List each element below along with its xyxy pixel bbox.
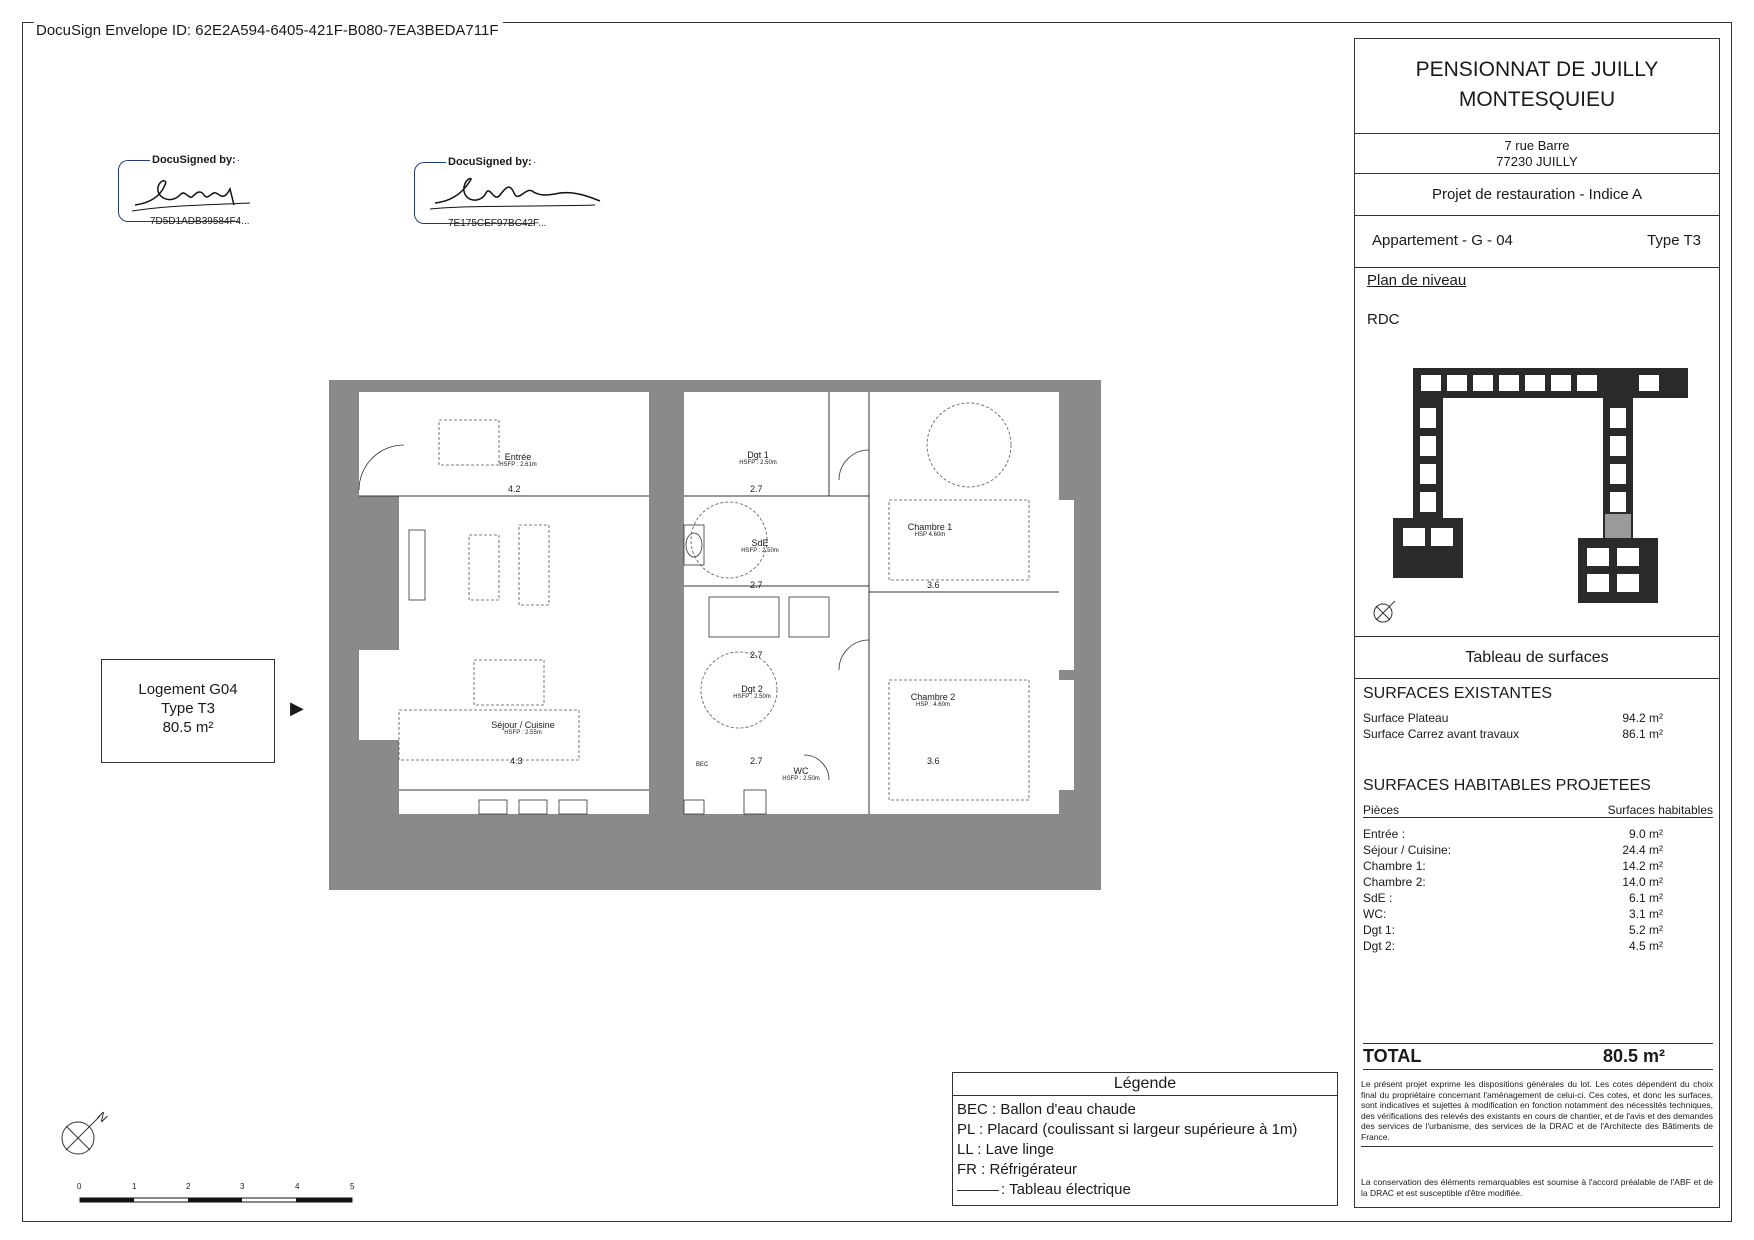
scale-tick-3: 3: [240, 1182, 245, 1191]
projected-col-surfaces: Surfaces habitables: [1607, 803, 1713, 817]
signature-label-1: DocuSigned by:: [152, 154, 236, 166]
legend-item-fr: FR : Réfrigérateur: [957, 1161, 1078, 1178]
dim-label: 2.7: [750, 580, 763, 590]
apartment-type: Type T3: [1647, 232, 1701, 249]
dim-label: 3.6: [927, 756, 940, 766]
dim-label: 3.6: [927, 580, 940, 590]
address-street: 7 rue Barre: [1504, 138, 1570, 153]
projected-row: [1363, 923, 1713, 937]
dim-label: 2.7: [750, 650, 763, 660]
projected-row-label: Dgt 2:: [1363, 939, 1396, 953]
room-name: Chambre 1: [907, 522, 953, 532]
level-name: RDC: [1367, 311, 1400, 328]
highlighted-apartment: [1605, 514, 1631, 538]
room-window-strip-right2: [1034, 680, 1074, 790]
room-height: HSFP : 2.61m: [499, 462, 537, 468]
dim-label: 4.2: [508, 484, 521, 494]
project-row: [1355, 174, 1719, 216]
signature-label-2: DocuSigned by:: [448, 156, 532, 168]
projected-row: [1363, 843, 1713, 857]
signature-2: [430, 175, 605, 215]
project-label: Projet de restauration - Indice A: [1431, 186, 1643, 203]
surfaces-heading-row: [1355, 637, 1719, 679]
signature-id-2: 7E175CEF97BC42F...: [448, 218, 547, 229]
room-label-sejour: [478, 720, 568, 736]
projected-row-label: Chambre 2:: [1363, 875, 1426, 889]
scale-tick-0: 0: [77, 1182, 82, 1191]
logement-name: Logement G04: [138, 681, 238, 698]
legend-box: [952, 1072, 1338, 1206]
envelope-id: DocuSign Envelope ID: 62E2A594-6405-421F-B080-7EA3BEDA711F: [34, 22, 503, 39]
projected-row: [1363, 827, 1713, 841]
note-2: La conservation des éléments remarquables est soumise à l'accord préalable de l'ABF et de la DRAC et est susceptible d'être modifiée.: [1361, 1177, 1713, 1198]
room-label-chambre2: [898, 692, 968, 708]
projected-row-value: 9.0 m²: [1628, 827, 1663, 841]
room-height: HSP 4.60m: [914, 532, 946, 538]
title-row: [1355, 39, 1719, 134]
room-label-wc: [776, 766, 826, 782]
room-label-chambre1: [895, 522, 965, 538]
dim-label-bec: BEC: [696, 762, 709, 768]
projected-row: [1363, 859, 1713, 873]
total-row: [1363, 1043, 1713, 1070]
room-name: Dgt 2: [741, 684, 763, 694]
room-entree: [359, 392, 649, 496]
room-name: Séjour / Cuisine: [491, 720, 555, 730]
projected-row-label: WC:: [1363, 907, 1387, 921]
note-1: Le présent projet exprime les dispositions générales du lot. Les cotes dépendent du choix final du propriétaire concernant l'aménagement de celui-ci. Ces cotes, et donc les surfaces, sont indicatives et sujettes à modification en fonction notamment des nécessités techniques, des vérifications des relevés des existants en cours de chantier, et de l'avis et des demandes des services de l'urbanisme, des services de la DRAC et de l'Architecte des Bâtiments de France.: [1361, 1079, 1713, 1147]
signature-id-1: 7D5D1ADB39584F4...: [150, 216, 250, 227]
room-height: HSFP : 2.50m: [739, 460, 777, 466]
projected-header-row: [1363, 803, 1713, 818]
existing-heading: SURFACES EXISTANTES: [1363, 685, 1553, 702]
room-window-strip-left: [359, 650, 399, 740]
apartment-row: [1355, 216, 1719, 268]
projected-row-value: 14.2 m²: [1622, 859, 1663, 873]
existing-row: [1363, 727, 1713, 741]
dim-label: 2.7: [750, 756, 763, 766]
room-name: Entrée: [504, 452, 532, 462]
logement-area: 80.5 m²: [162, 719, 214, 736]
projected-row-label: Entrée :: [1363, 827, 1406, 841]
scale-bar: [78, 1188, 358, 1206]
room-label-dgt2: [722, 684, 782, 700]
dim-label: 2.7: [750, 484, 763, 494]
room-height: HSFP : 2.50m: [741, 548, 779, 554]
existing-row-value: 94.2 m²: [1622, 711, 1663, 725]
projected-col-pieces: Pièces: [1363, 803, 1400, 817]
projected-row: [1363, 891, 1713, 905]
room-chambre1: [869, 392, 1059, 592]
level-heading: Plan de niveau: [1367, 272, 1467, 289]
legend-item-pl: PL : Placard (coulissant si largeur supérieure à 1m): [957, 1121, 1298, 1138]
title-line2: MONTESQUIEU: [1458, 88, 1616, 111]
scale-tick-5: 5: [350, 1182, 355, 1191]
existing-row-label: Surface Carrez avant travaux: [1363, 727, 1520, 741]
legend-item-tableau: [957, 1180, 1337, 1200]
projected-row-label: SdE :: [1363, 891, 1393, 905]
signature-1: [130, 175, 260, 215]
projected-heading: SURFACES HABITABLES PROJETEES: [1363, 777, 1651, 794]
scale-tick-4: 4: [295, 1182, 300, 1191]
scale-tick-1: 1: [132, 1182, 137, 1191]
scale-tick-2: 2: [186, 1182, 191, 1191]
projected-row-value: 3.1 m²: [1628, 907, 1663, 921]
projected-row-label: Chambre 1:: [1363, 859, 1426, 873]
legend-item-tableau-label: : Tableau électrique: [1001, 1181, 1131, 1198]
room-dgt1: [684, 392, 869, 496]
projected-row: [1363, 875, 1713, 889]
existing-row-value: 86.1 m²: [1622, 727, 1663, 741]
dim-label: 4.3: [510, 756, 523, 766]
projected-row-label: Dgt 1:: [1363, 923, 1396, 937]
logement-box: [101, 659, 275, 763]
north-label: N: [94, 1108, 111, 1126]
projected-row-value: 14.0 m²: [1622, 875, 1663, 889]
existing-row: [1363, 711, 1713, 725]
address-row: [1355, 134, 1719, 174]
logement-type: Type T3: [161, 700, 215, 717]
total-value: 80.5 m²: [1602, 1046, 1665, 1066]
room-height: HSFP : 2.55m: [504, 730, 542, 736]
total-label: TOTAL: [1363, 1046, 1422, 1066]
room-height: HSP : 4.60m: [916, 702, 950, 708]
legend-heading: Légende: [953, 1073, 1337, 1096]
apartment-label: Appartement - G - 04: [1372, 232, 1513, 249]
legend-item-ll: LL : Lave linge: [957, 1141, 1055, 1158]
legend-item-bec: BEC : Ballon d'eau chaude: [957, 1101, 1136, 1118]
projected-row-value: 6.1 m²: [1628, 891, 1663, 905]
room-name: Dgt 1: [747, 450, 769, 460]
room-sejour: [399, 496, 649, 814]
projected-row: [1363, 907, 1713, 921]
projected-row-label: Séjour / Cuisine:: [1363, 843, 1452, 857]
room-kitchen: [399, 790, 649, 814]
electric-panel-icon: [957, 1190, 999, 1191]
projected-row-value: 24.4 m²: [1622, 843, 1663, 857]
room-height: HSFP : 2.50m: [782, 776, 820, 782]
room-name: Chambre 2: [910, 692, 956, 702]
title-block: [1354, 38, 1720, 1208]
address-city: 77230 JUILLY: [1496, 154, 1578, 169]
projected-row-value: 4.5 m²: [1628, 939, 1663, 953]
room-height: HSFP : 2.50m: [733, 694, 771, 700]
existing-row-label: Surface Plateau: [1363, 711, 1449, 725]
arrow-icon: ▶: [290, 698, 304, 718]
title-line1: PENSIONNAT DE JUILLY: [1415, 58, 1659, 81]
room-name: SdE: [751, 538, 769, 548]
room-window-strip-right: [1034, 500, 1074, 670]
room-label-entree: [488, 452, 548, 468]
site-plan: [1373, 338, 1703, 628]
projected-row: [1363, 939, 1713, 953]
floor-plan: [329, 380, 1101, 890]
room-label-dgt1: [728, 450, 788, 466]
projected-row-value: 5.2 m²: [1628, 923, 1663, 937]
level-row: [1355, 268, 1719, 637]
surfaces-heading: Tableau de surfaces: [1465, 649, 1609, 666]
room-label-sde: [730, 538, 790, 554]
room-name: WC: [793, 766, 809, 776]
